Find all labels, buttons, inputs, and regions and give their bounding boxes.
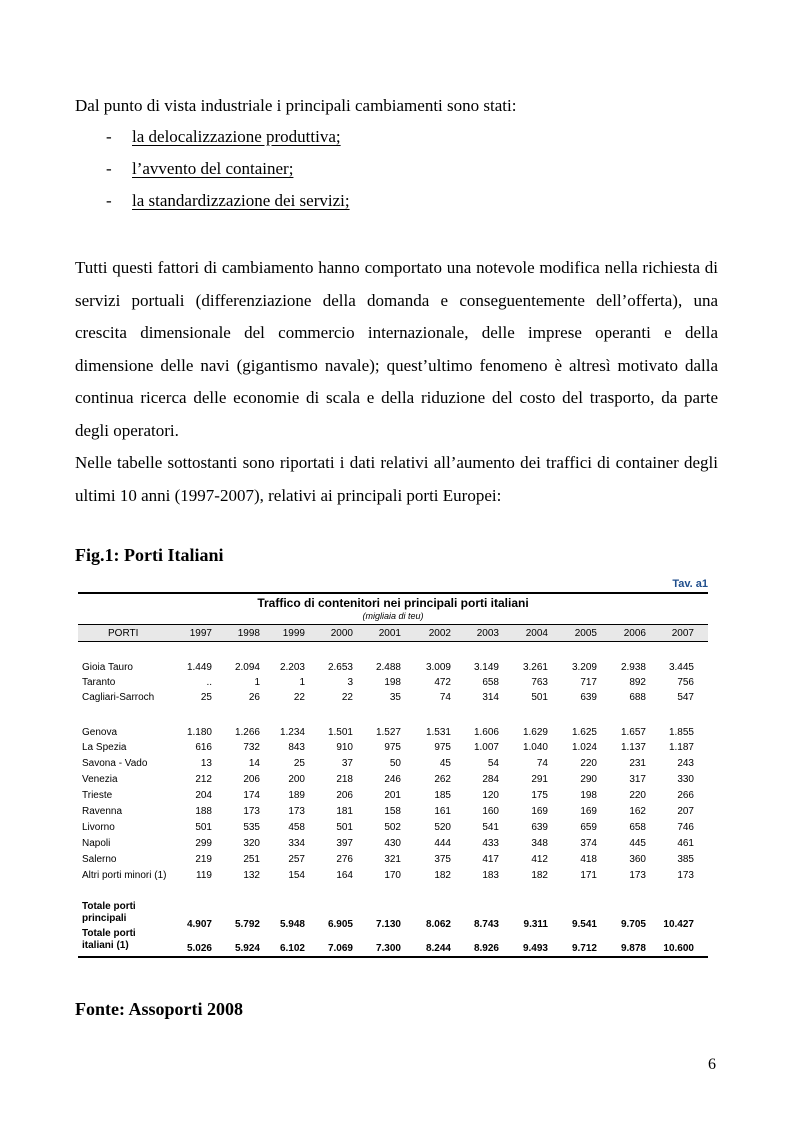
table-cell: 175: [531, 790, 548, 801]
column-header-year: 2001: [378, 628, 401, 639]
table-cell: 397: [336, 838, 353, 849]
table-cell: 174: [243, 790, 260, 801]
table-cell: 50: [389, 758, 401, 769]
column-header-year: 2005: [574, 628, 597, 639]
table-row-label: Trieste: [82, 790, 113, 801]
table-cell: 290: [580, 774, 597, 785]
table-cell: 276: [336, 854, 353, 865]
table-cell: 1.187: [668, 742, 694, 753]
table-cell: 501: [531, 692, 548, 703]
table-cell: 1.040: [522, 742, 548, 753]
total-cell: 8.743: [473, 919, 499, 930]
table-cell: 445: [629, 838, 646, 849]
total-row-label: principali: [82, 913, 127, 924]
column-header-year: 2003: [476, 628, 499, 639]
table-cell: 161: [434, 806, 451, 817]
table-cell: 1.266: [234, 727, 260, 738]
table-cell: 501: [195, 822, 212, 833]
total-cell: 7.300: [375, 943, 401, 954]
table-cell: 1.527: [375, 727, 401, 738]
table-cell: 458: [288, 822, 305, 833]
table-cell: 219: [195, 854, 212, 865]
list-item: [106, 190, 350, 222]
table-cell: 360: [629, 854, 646, 865]
table-cell: 320: [243, 838, 260, 849]
total-cell: 9.541: [571, 919, 597, 930]
table-cell: 3.209: [571, 662, 597, 673]
table-cell: 266: [677, 790, 694, 801]
list-item: [106, 158, 350, 190]
intro-sentence: Dal punto di vista industriale i principali cambiamenti sono stati:: [75, 96, 517, 115]
total-cell: 9.493: [522, 943, 548, 954]
table-cell: 212: [195, 774, 212, 785]
table-cell: 189: [288, 790, 305, 801]
table-cell: 251: [243, 854, 260, 865]
table-cell: 717: [580, 677, 597, 688]
table-cell: 158: [384, 806, 401, 817]
table-cell: 2.653: [327, 662, 353, 673]
figure-title: Fig.1: Porti Italiani: [75, 545, 224, 565]
table-cell: 1.180: [186, 727, 212, 738]
table-cell: 1.625: [571, 727, 597, 738]
table-cell: 639: [531, 822, 548, 833]
column-header-year: 2000: [330, 628, 353, 639]
table-cell: 183: [482, 870, 499, 881]
table-cell: 185: [434, 790, 451, 801]
table-cell: 418: [580, 854, 597, 865]
table-cell: 25: [293, 758, 305, 769]
table-cell: 3.445: [668, 662, 694, 673]
column-header-year: 2004: [525, 628, 548, 639]
table-cell: 1.629: [522, 727, 548, 738]
table-cell: 119: [196, 870, 212, 881]
table-cell: 3.149: [473, 662, 499, 673]
table-cell: 330: [677, 774, 694, 785]
column-header-year: 1998: [237, 628, 260, 639]
container-traffic-table: [78, 578, 708, 958]
table-cell: 314: [482, 692, 499, 703]
table-cell: 169: [531, 806, 548, 817]
body-paragraph-2: Nelle tabelle sottostanti sono riportati i dati relativi all’aumento dei traffici di container degli ultimi 10 anni (1997-2007), relativi ai principali porti Europei:: [75, 453, 718, 505]
table-tag: Tav. a1: [672, 578, 708, 590]
table-cell: 204: [195, 790, 212, 801]
table-cell: 206: [336, 790, 353, 801]
table-cell: 472: [434, 677, 451, 688]
total-cell: 6.905: [327, 919, 353, 930]
list-item-text: la standardizzazione dei servizi;: [132, 191, 350, 210]
total-cell: 5.792: [234, 919, 260, 930]
table-title: Traffico di contenitori nei principali porti italiani: [257, 596, 529, 610]
total-cell: 9.712: [571, 943, 597, 954]
table-cell: 257: [288, 854, 305, 865]
column-header-year: 2007: [671, 628, 694, 639]
table-header-rule-bottom: [78, 641, 708, 642]
list-item-text: la delocalizzazione produttiva;: [132, 127, 341, 146]
table-cell: 173: [629, 870, 646, 881]
table-cell: 501: [336, 822, 353, 833]
total-cell: 9.311: [523, 919, 548, 930]
table-cell: 45: [439, 758, 451, 769]
table-row-label: Altri porti minori (1): [82, 870, 167, 881]
table-cell: 417: [482, 854, 499, 865]
total-cell: 8.926: [473, 943, 499, 954]
table-top-rule: [78, 592, 708, 594]
table-cell: 975: [384, 742, 401, 753]
table-cell: 616: [195, 742, 212, 753]
table-cell: 732: [243, 742, 260, 753]
table-cell: 535: [243, 822, 260, 833]
table-cell: 444: [434, 838, 451, 849]
table-cell: 246: [384, 774, 401, 785]
table-subtitle: (migliaia di teu): [362, 611, 424, 621]
column-header-porti: PORTI: [108, 628, 139, 639]
table-cell: 317: [629, 774, 646, 785]
table-cell: 756: [677, 677, 694, 688]
table-cell: 1: [254, 677, 260, 688]
total-cell: 10.427: [663, 919, 694, 930]
table-cell: 206: [243, 774, 260, 785]
table-row-label: Venezia: [82, 774, 118, 785]
table-cell: 182: [531, 870, 548, 881]
table-cell: 1.234: [279, 727, 305, 738]
total-cell: 5.924: [234, 943, 260, 954]
table-cell: 975: [434, 742, 451, 753]
total-cell: 7.130: [375, 919, 401, 930]
table-cell: 1.449: [186, 662, 212, 673]
table-cell: 763: [531, 677, 548, 688]
total-cell: 10.600: [663, 943, 694, 954]
table-cell: 334: [288, 838, 305, 849]
table-cell: 1.855: [668, 727, 694, 738]
total-cell: 8.062: [425, 919, 451, 930]
list-item: [106, 126, 350, 158]
table-cell: 658: [629, 822, 646, 833]
bullet-marker: -: [106, 159, 112, 178]
table-cell: 639: [580, 692, 597, 703]
table-cell: 433: [482, 838, 499, 849]
total-cell: 5.026: [186, 943, 212, 954]
table-cell: 74: [536, 758, 548, 769]
total-row-label: Totale porti: [82, 928, 136, 939]
table-cell: 1.024: [571, 742, 597, 753]
table-cell: 182: [434, 870, 451, 881]
table-bottom-rule: [78, 956, 708, 958]
table-cell: 25: [200, 692, 212, 703]
table-cell: 1.606: [473, 727, 499, 738]
table-cell: 299: [195, 838, 212, 849]
table-cell: 22: [341, 692, 353, 703]
table-row-label: Taranto: [82, 677, 116, 688]
table-row-label: Napoli: [82, 838, 111, 849]
table-cell: 231: [629, 758, 646, 769]
total-cell: 6.102: [279, 943, 305, 954]
table-cell: 547: [677, 692, 694, 703]
table-cell: 162: [629, 806, 646, 817]
table-cell: 74: [439, 692, 451, 703]
table-row-label: Ravenna: [82, 806, 123, 817]
table-cell: 120: [482, 790, 499, 801]
table-cell: 2.203: [279, 662, 305, 673]
column-header-year: 1997: [189, 628, 212, 639]
table-cell: 160: [482, 806, 499, 817]
table-cell: 284: [482, 774, 499, 785]
column-header-year: 2002: [428, 628, 451, 639]
table-cell: 14: [248, 758, 260, 769]
table-cell: 169: [580, 806, 597, 817]
table-cell: 1.501: [327, 727, 353, 738]
table-cell: 910: [336, 742, 353, 753]
table-cell: 1.531: [425, 727, 451, 738]
table-cell: 375: [434, 854, 451, 865]
table-cell: 843: [288, 742, 305, 753]
table-cell: 461: [677, 838, 694, 849]
table-cell: 198: [580, 790, 597, 801]
table-cell: 746: [677, 822, 694, 833]
table-cell: 3.009: [425, 662, 451, 673]
table-cell: 132: [243, 870, 260, 881]
table-cell: 1.007: [473, 742, 499, 753]
table-cell: 37: [341, 758, 353, 769]
table-cell: ..: [206, 677, 212, 688]
table-cell: 198: [384, 677, 401, 688]
table-cell: 243: [677, 758, 694, 769]
table-cell: 541: [482, 822, 499, 833]
list-item-text: l’avvento del container;: [132, 159, 294, 178]
page-number: 6: [708, 1056, 716, 1073]
table-cell: 181: [336, 806, 353, 817]
table-cell: 374: [580, 838, 597, 849]
bullet-marker: -: [106, 127, 112, 146]
table-cell: 658: [482, 677, 499, 688]
table-cell: 173: [288, 806, 305, 817]
table-cell: 1: [299, 677, 305, 688]
table-cell: 26: [248, 692, 260, 703]
table-row-label: La Spezia: [82, 742, 127, 753]
total-cell: 4.907: [186, 919, 212, 930]
table-cell: 201: [384, 790, 401, 801]
table-cell: 321: [384, 854, 401, 865]
table-cell: 35: [389, 692, 401, 703]
table-cell: 892: [629, 677, 646, 688]
table-cell: 502: [384, 822, 401, 833]
table-cell: 154: [288, 870, 305, 881]
total-row-label: Totale porti: [82, 901, 136, 912]
table-cell: 291: [531, 774, 548, 785]
table-cell: 262: [434, 774, 451, 785]
table-row-label: Salerno: [82, 854, 117, 865]
total-cell: 9.878: [620, 943, 646, 954]
table-row-label: Gioia Tauro: [82, 662, 133, 673]
table-cell: 207: [677, 806, 694, 817]
change-list: [106, 126, 350, 222]
table-cell: 218: [336, 774, 353, 785]
table-cell: 171: [580, 870, 597, 881]
body-paragraph-1: Tutti questi fattori di cambiamento hanno comportato una notevole modifica nella richiesta di servizi portuali (differenziazione della domanda e conseguentemente dell’offerta), una crescita dimensionale del commercio internazionale, delle imprese operanti e della dimensione delle navi (gigantismo navale); quest’ultimo fenomeno è altresì motivato dalla continua ricerca delle economie di scala e della riduzione del costo del trasporto, da parte degli operatori.: [75, 258, 718, 440]
table-cell: 688: [629, 692, 646, 703]
figure-source: Fonte: Assoporti 2008: [75, 999, 243, 1019]
table-cell: 164: [336, 870, 353, 881]
total-row-label: italiani (1): [82, 940, 129, 951]
table-cell: 170: [384, 870, 401, 881]
column-header-year: 1999: [282, 628, 305, 639]
table-cell: 2.488: [375, 662, 401, 673]
table-row-label: Cagliari-Sarroch: [82, 692, 155, 703]
table-cell: 2.938: [620, 662, 646, 673]
table-row-label: Genova: [82, 727, 118, 738]
table-cell: 3.261: [522, 662, 548, 673]
table-row-label: Livorno: [82, 822, 115, 833]
table-cell: 412: [531, 854, 548, 865]
table-cell: 385: [677, 854, 694, 865]
table-cell: 188: [195, 806, 212, 817]
total-cell: 9.705: [620, 919, 646, 930]
column-header-year: 2006: [623, 628, 646, 639]
table-cell: 220: [580, 758, 597, 769]
table-cell: 2.094: [234, 662, 260, 673]
table-cell: 348: [531, 838, 548, 849]
table-cell: 22: [293, 692, 305, 703]
table-cell: 173: [677, 870, 694, 881]
table-cell: 13: [200, 758, 212, 769]
table-row-label: Savona - Vado: [82, 758, 148, 769]
bullet-marker: -: [106, 191, 112, 210]
total-cell: 8.244: [425, 943, 451, 954]
table-cell: 1.137: [620, 742, 646, 753]
table-cell: 1.657: [620, 727, 646, 738]
total-cell: 7.069: [327, 943, 353, 954]
table-cell: 54: [487, 758, 499, 769]
table-cell: 3: [347, 677, 353, 688]
table-cell: 200: [288, 774, 305, 785]
table-cell: 520: [434, 822, 451, 833]
total-cell: 5.948: [279, 919, 305, 930]
table-cell: 659: [580, 822, 597, 833]
table-cell: 220: [629, 790, 646, 801]
table-cell: 430: [384, 838, 401, 849]
table-cell: 173: [243, 806, 260, 817]
